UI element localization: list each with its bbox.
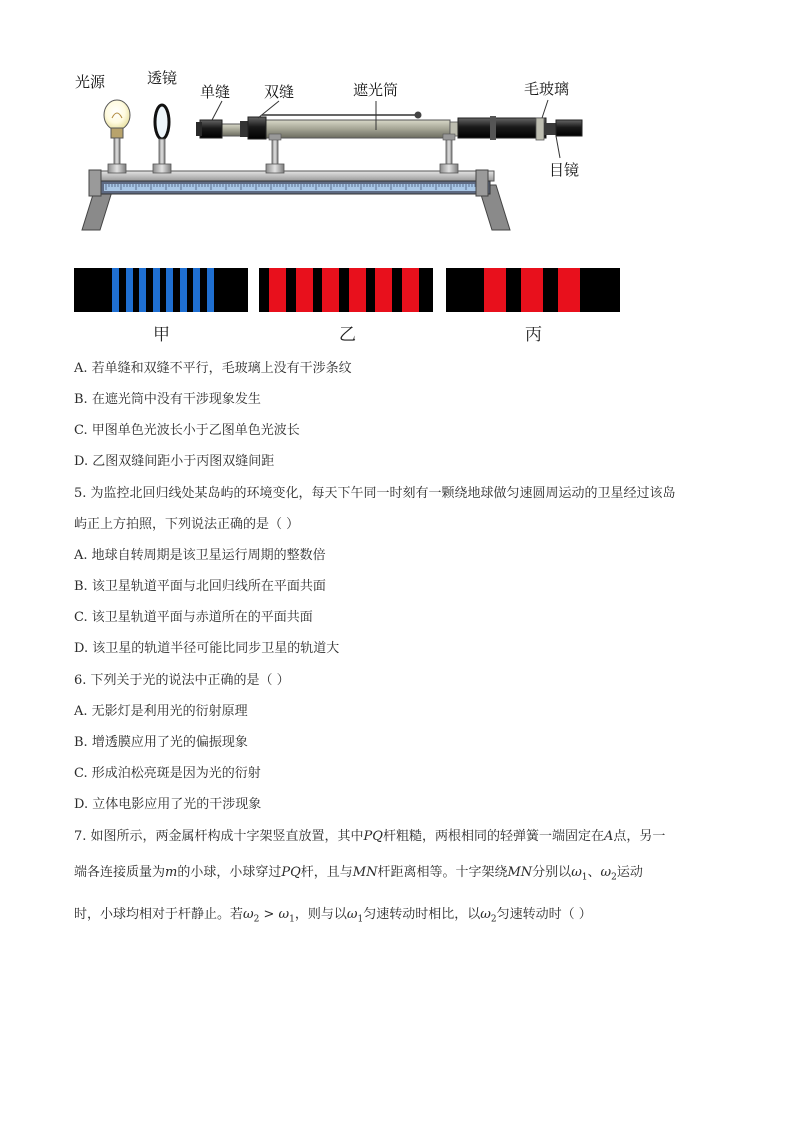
label-light-tube: 遮光筒 (353, 81, 399, 99)
q4-option-d: D. 乙图双缝间距小于丙图双缝间距 (74, 454, 275, 469)
q7-text: 匀速转动时（ ） (496, 907, 592, 922)
q7-text: 运动 (616, 865, 643, 880)
light-bulb (104, 100, 130, 173)
q7-stem-line-2 (74, 864, 643, 887)
q7-text: 时，小球均相对于杆静止。若 (74, 907, 244, 922)
q4-option-c: C. 甲图单色光波长小于乙图单色光波长 (74, 423, 300, 438)
q7-gt-sign: > (259, 907, 279, 922)
q7-text: 分别以 (532, 865, 572, 880)
q7-text: 7. 如图所示，两金属杆构成十字架竖直放置，其中 (74, 829, 364, 844)
q7-omega-2-sub: 2 (253, 914, 260, 925)
fringe-bright-band (521, 268, 543, 312)
fringe-bright-band (166, 268, 173, 312)
q7-omega-2: ω (243, 907, 254, 922)
q7-omega-2-sub: 2 (611, 872, 617, 883)
label-single-slit: 单缝 (200, 83, 231, 101)
q6-option-d: D. 立体电影应用了光的干涉现象 (74, 797, 262, 812)
q6-option-b: B. 增透膜应用了光的偏振现象 (74, 735, 248, 750)
q7-rod-mn: MN (507, 865, 533, 880)
q6-option-a: A. 无影灯是利用光的衍射原理 (74, 704, 248, 719)
q7-rod-pq: PQ (363, 829, 383, 844)
label-lens: 透镜 (147, 69, 178, 87)
fringe-bright-band (375, 268, 392, 312)
q7-point-a: A (603, 829, 614, 844)
fringe-bright-band (153, 268, 160, 312)
q7-text: 杆，且与 (300, 865, 353, 880)
fringe-bright-band (126, 268, 133, 312)
q5-option-c: C. 该卫星轨道平面与赤道所在的平面共面 (74, 610, 313, 625)
q7-text: 杆距离相等。十字架绕 (377, 865, 508, 880)
fringe-bright-band (207, 268, 214, 312)
fringe-bright-band (193, 268, 200, 312)
label-eyepiece: 目镜 (549, 161, 580, 179)
caption-yi: 乙 (339, 325, 356, 345)
q7-stem-line-1 (74, 828, 665, 846)
q7-rod-pq: PQ (281, 865, 301, 880)
q7-omega-1-sub: 1 (357, 914, 364, 925)
caption-jia: 甲 (153, 325, 170, 345)
apparatus-drawing (0, 0, 794, 250)
fringe-bright-band (402, 268, 419, 312)
q7-text: 的小球，小球穿过 (177, 865, 282, 880)
q7-text: 端各连接质量为 (74, 865, 166, 880)
q5-option-b: B. 该卫星轨道平面与北回归线所在平面共面 (74, 579, 326, 594)
lens (153, 105, 171, 173)
q7-text: 、 (587, 865, 601, 880)
fringe-bright-band (484, 268, 506, 312)
fringe-bright-band (269, 268, 286, 312)
fringe-bright-band (180, 268, 187, 312)
q5-stem-line-2: 屿正上方拍照，下列说法正确的是（ ） (74, 517, 300, 532)
q7-text: ，则与以 (294, 907, 347, 922)
q5-option-a: A. 地球自转周期是该卫星运行周期的整数倍 (74, 548, 326, 563)
q7-rod-mn: MN (352, 865, 378, 880)
q6-option-c: C. 形成泊松亮斑是因为光的衍射 (74, 766, 261, 781)
q6-stem: 6. 下列关于光的说法中正确的是（ ） (74, 673, 290, 688)
fringe-bright-band (322, 268, 339, 312)
q4-option-b: B. 在遮光筒中没有干涉现象发生 (74, 392, 261, 407)
fringe-bright-band (558, 268, 580, 312)
fringe-bright-band (296, 268, 313, 312)
q7-omega-2: ω (600, 865, 612, 880)
q7-omega-2: ω (480, 907, 491, 922)
fringe-bright-band (139, 268, 146, 312)
fringe-bright-band (112, 268, 119, 312)
q7-text: 匀速转动时相比，以 (363, 907, 481, 922)
q7-omega-1-sub: 1 (289, 914, 295, 925)
caption-bing: 丙 (525, 325, 542, 345)
fringe-pattern-yi (259, 268, 433, 312)
q7-omega-1: ω (346, 907, 358, 922)
optical-bench (82, 170, 510, 230)
q7-omega-1-sub: 1 (581, 872, 588, 883)
apparatus-diagram (0, 0, 794, 250)
tube-supports (266, 134, 458, 173)
q7-omega-1: ω (571, 865, 582, 880)
fringe-bright-band (349, 268, 366, 312)
fringe-pattern-jia (74, 268, 248, 312)
q7-text: 杆粗糙，两根相同的轻弹簧一端固定在 (382, 829, 604, 844)
label-light-source: 光源 (75, 73, 106, 91)
light-tube (196, 112, 582, 141)
fringe-pattern-bing (446, 268, 620, 312)
q5-stem-line-1: 5. 为监控北回归线处某岛屿的环境变化，每天下午同一时刻有一颗绕地球做匀速圆周运动的卫星经过该岛 (74, 486, 676, 501)
q7-stem-line-3 (74, 906, 592, 929)
label-double-slit: 双缝 (264, 83, 295, 101)
q7-omega-2-sub: 2 (490, 914, 497, 925)
q7-omega-1: ω (278, 907, 290, 922)
q5-option-d: D. 该卫星的轨道半径可能比同步卫星的轨道大 (74, 641, 340, 656)
q7-text: 点，另一 (613, 829, 666, 844)
label-frosted-glass: 毛玻璃 (524, 80, 570, 98)
q7-mass-m: m (165, 865, 178, 880)
q4-option-a: A. 若单缝和双缝不平行，毛玻璃上没有干涉条纹 (74, 361, 352, 376)
